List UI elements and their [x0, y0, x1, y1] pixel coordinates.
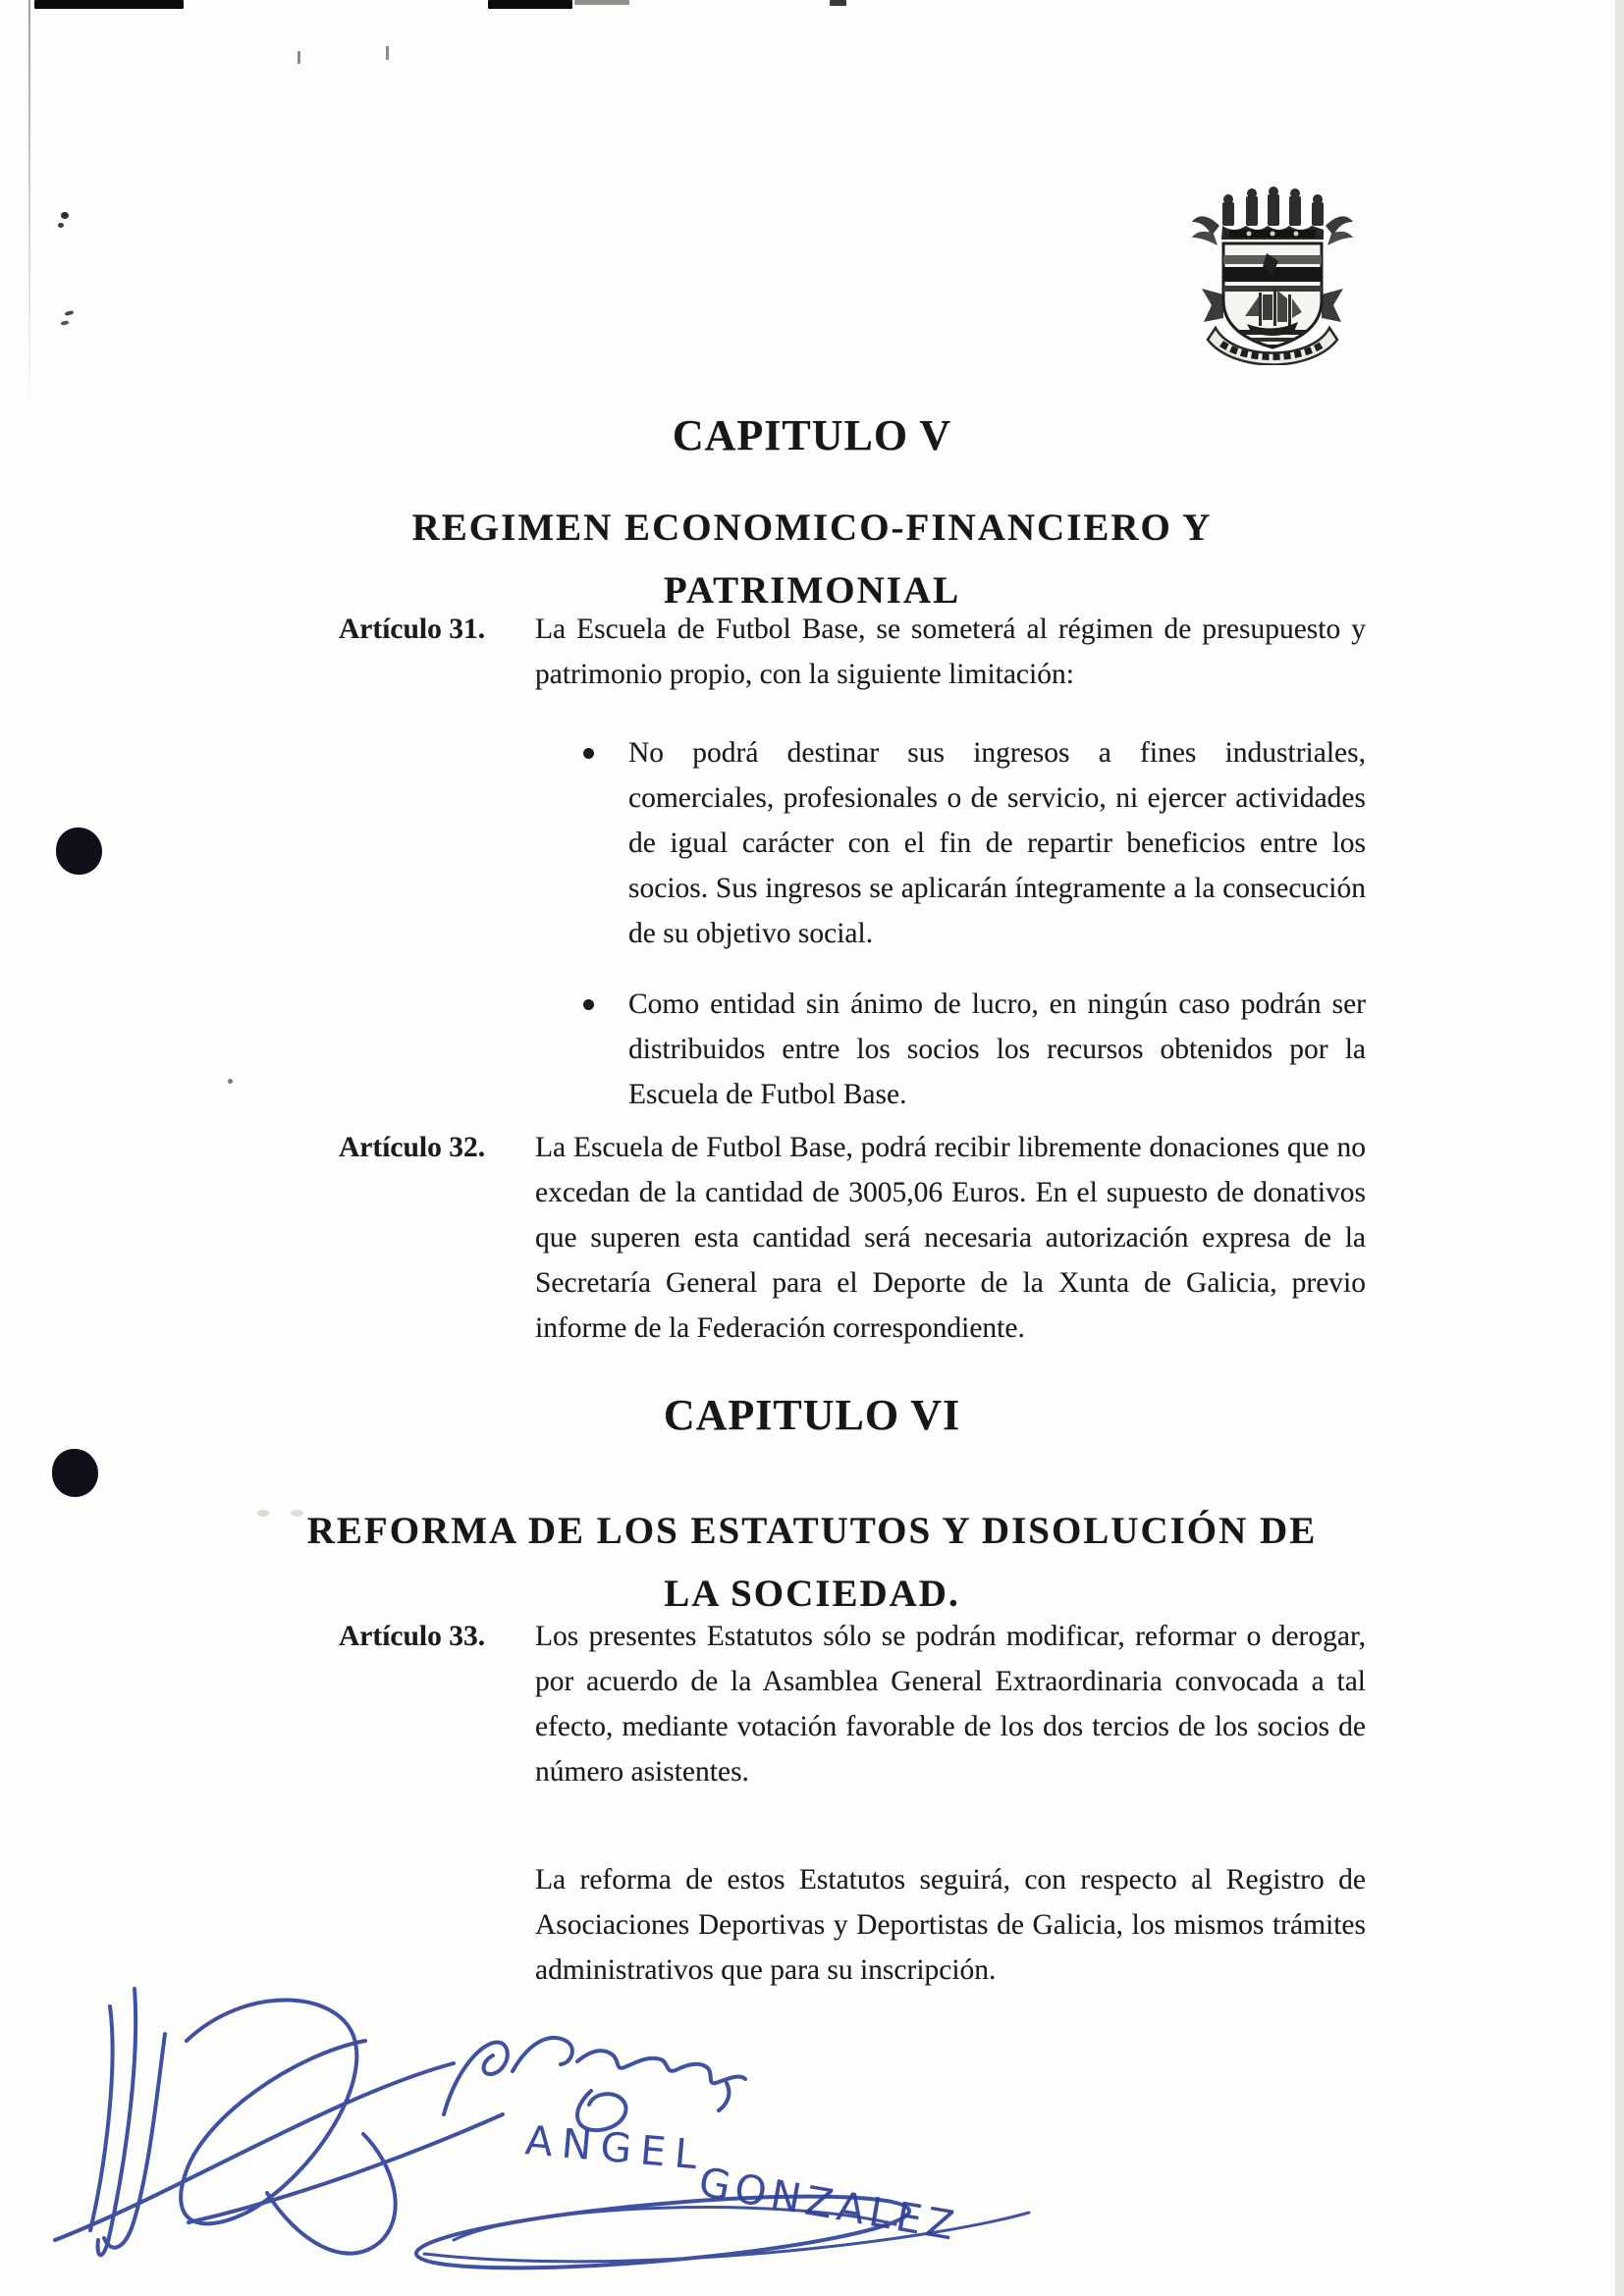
scan-speck — [298, 51, 300, 64]
article-31-bullet-1: No podrá destinar sus ingresos a fines industriales, comerciales, profesionales o de servicio, ni ejercer actividades de igual carácter con el fin de repartir beneficios entre los socios. Sus ingresos se aplicarán íntegramente a la consecución de su objetivo social. — [628, 730, 1366, 956]
chapter-5-subtitle: REGIMEN ECONOMICO-FINANCIERO Y PATRIMONIAL — [411, 507, 1213, 612]
article-31-label: Artículo 31. — [339, 614, 486, 645]
article-33 — [339, 1614, 1366, 1993]
page-edge-shadow-right — [1615, 0, 1624, 2296]
chapter-6-title: CAPITULO VI — [663, 1391, 961, 1439]
signature-first-name: ANGEL — [523, 2116, 708, 2180]
article-32-paragraph: La Escuela de Futbol Base, podrá recibir libremente donaciones que no excedan de la cantidad de 3005,06 Euros. En el supuesto de donativos que superen esta cantidad será necesaria autorización expresa de la Secretaría General para el Deporte de la Xunta de Galicia, previo informe de la Federación correspondiente. — [535, 1132, 1366, 1344]
signature-last-name: GONZALEZ — [695, 2158, 963, 2251]
article-33-paragraph-2: La reforma de estos Estatutos seguirá, con respecto al Registro de Asociaciones Deportivas y Deportistas de Galicia, los mismos trámites administrativos que para su inscripción. — [535, 1864, 1366, 1986]
article-32 — [339, 1125, 1366, 1351]
scan-speck — [257, 1510, 269, 1517]
hole-punch — [52, 1449, 98, 1497]
article-31 — [339, 607, 1366, 1117]
coat-of-arms-icon — [1190, 185, 1357, 365]
handwritten-signature — [39, 1946, 1060, 2295]
scan-artifact-bar — [488, 0, 572, 9]
article-31-bullet-list — [535, 730, 1366, 1117]
article-32-body — [535, 1125, 1366, 1351]
chapter-5-title: CAPITULO V — [672, 411, 952, 459]
scan-speck — [61, 212, 69, 219]
article-31-paragraph: La Escuela de Futbol Base, se someterá al régimen de presupuesto y patrimonio propio, con la siguiente limitación: — [535, 614, 1366, 690]
hole-punch — [56, 828, 102, 875]
article-31-bullet-2: Como entidad sin ánimo de lucro, en ningún caso podrán ser distribuidos entre los socios los recursos obtenidos por la Escuela de Futbol Base. — [628, 982, 1366, 1117]
article-33-paragraph-1: Los presentes Estatutos sólo se podrán modificar, reformar o derogar, por acuerdo de la Asamblea General Extraordinaria convocada a tal efecto, mediante votación favorable de los dos tercios de los socios de número asistentes. — [535, 1621, 1366, 1788]
page-edge-shadow — [28, 0, 30, 412]
scan-speck — [386, 46, 389, 60]
scan-speck — [61, 320, 70, 325]
article-33-body — [535, 1614, 1366, 1993]
chapter-6-subtitle: REFORMA DE LOS ESTATUTOS Y DISOLUCIÓN DE LA SOCIEDAD. — [306, 1510, 1318, 1615]
scan-speck — [228, 1079, 233, 1084]
scan-speck — [58, 223, 64, 228]
scan-artifact-bar — [574, 0, 629, 5]
article-33-label: Artículo 33. — [339, 1621, 486, 1652]
scan-speck — [65, 310, 75, 316]
article-31-body — [535, 607, 1366, 1117]
article-32-label: Artículo 32. — [339, 1132, 486, 1163]
scan-artifact-bar — [34, 0, 184, 9]
scan-artifact-bar — [830, 0, 846, 6]
